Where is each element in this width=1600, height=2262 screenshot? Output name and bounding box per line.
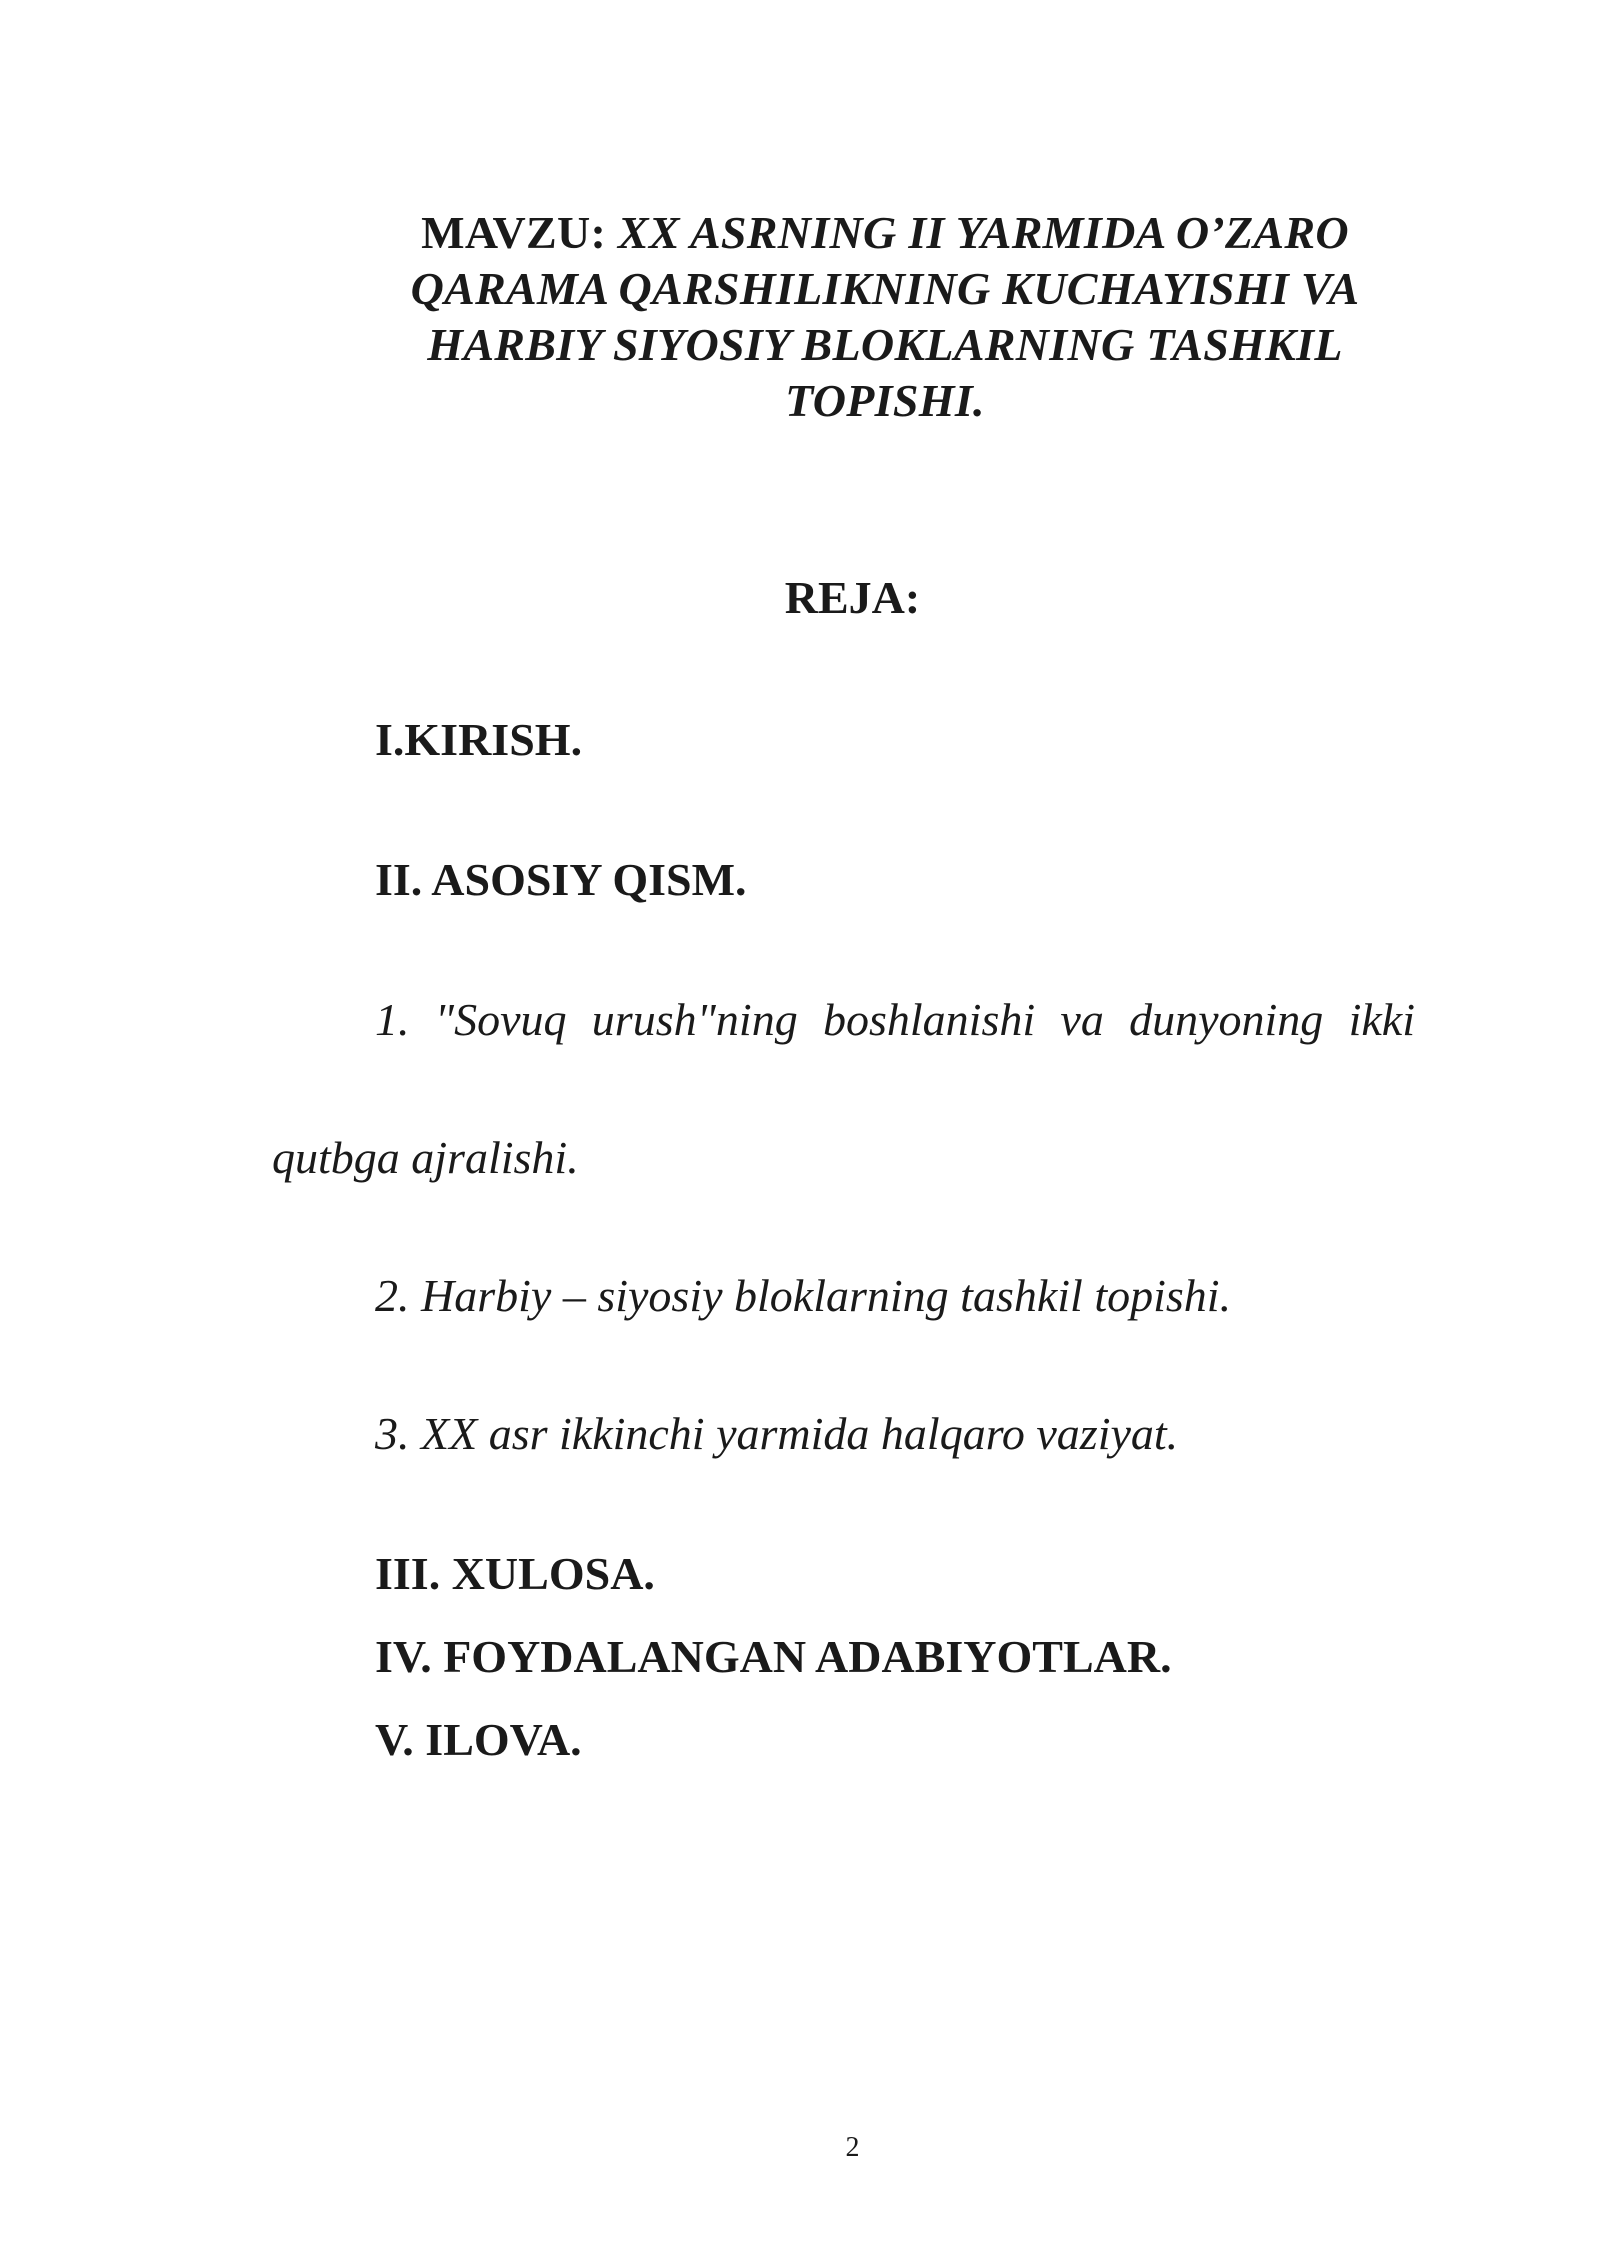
plan-item-conclusion: III. XULOSA. [375, 1548, 655, 1599]
plan-item-intro: I.KIRISH. [375, 714, 583, 765]
page-number: 2 [845, 2132, 860, 2163]
plan-heading: REJA: [784, 572, 921, 623]
plan-subitem-1-line-1: 1. "Sovuq urush"ning boshlanishi va dunyoning ikki [375, 994, 1415, 1045]
title-label: MAVZU: [421, 207, 618, 258]
plan-subitem-1-line-2: qutbga ajralishi. [272, 1132, 579, 1183]
plan-subitem-3: 3. XX asr ikkinchi yarmida halqaro vaziyat. [375, 1408, 1179, 1459]
title-topic: XX ASRNING II YARMIDA O’ZARO QARAMA QARSHILIKNING KUCHAYISHI VA HARBIY SIYOSIY BLOKLARNING TASHKIL TOPISHI. [410, 207, 1360, 426]
document-title [355, 205, 1415, 429]
plan-item-references: IV. FOYDALANGAN ADABIYOTLAR. [375, 1631, 1172, 1682]
plan-item-main: II. ASOSIY QISM. [375, 854, 747, 905]
plan-subitem-2: 2. Harbiy – siyosiy bloklarning tashkil topishi. [375, 1270, 1232, 1321]
plan-item-appendix: V. ILOVA. [375, 1714, 582, 1765]
